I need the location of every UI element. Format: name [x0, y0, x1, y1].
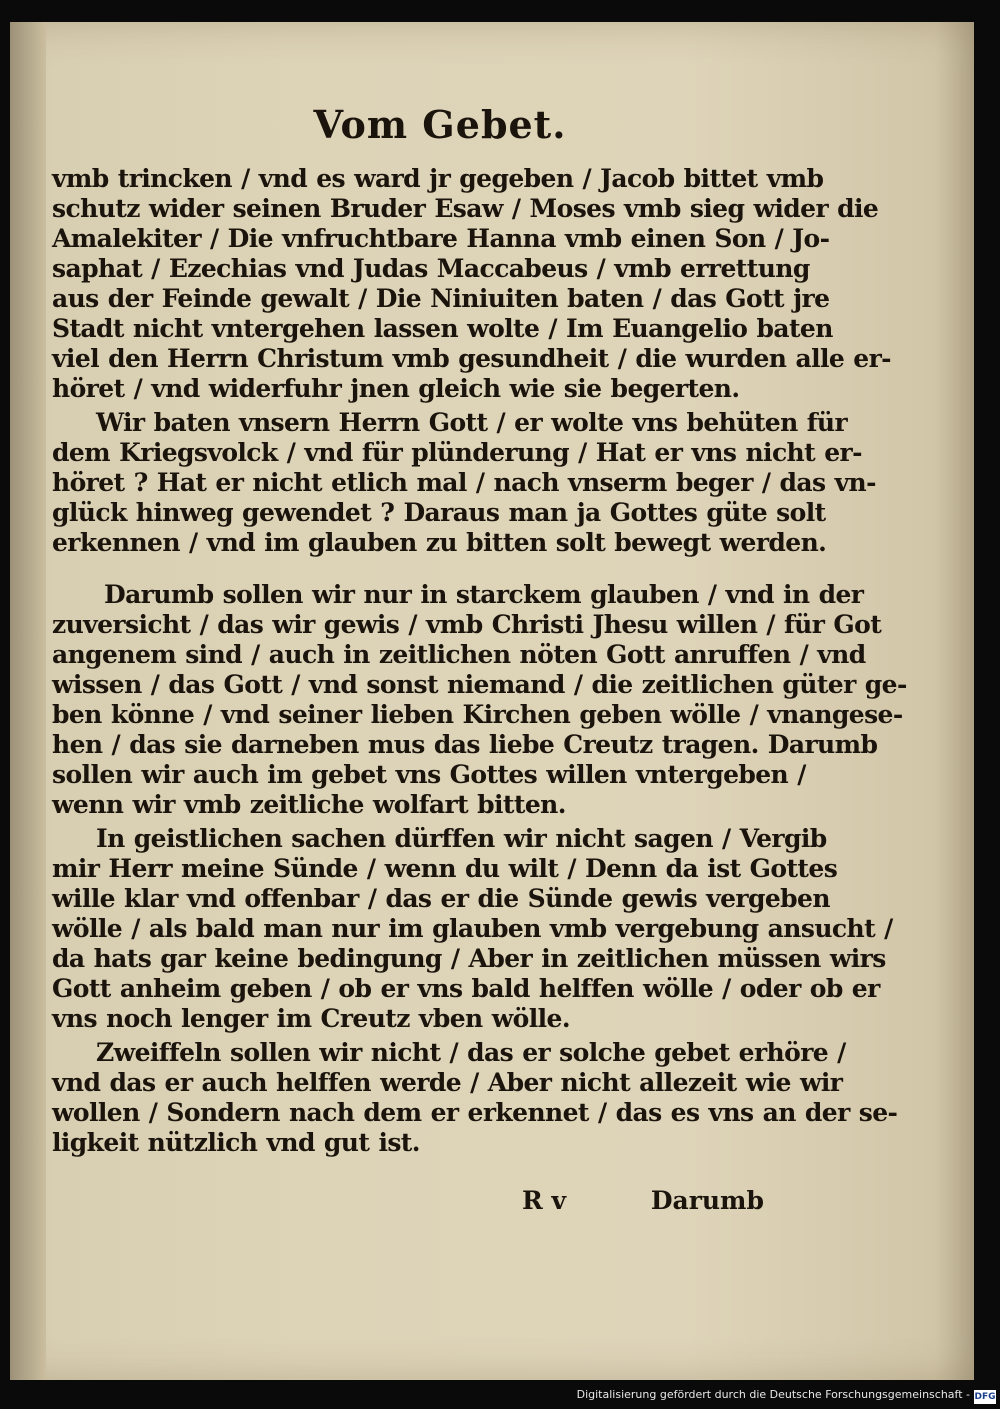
- text-line: Stadt nicht vntergehen lassen wolte / Im Euangelio baten: [52, 314, 833, 343]
- text-line: viel den Herrn Christum vmb gesundheit / die wurden alle er-: [52, 344, 891, 373]
- text-line: zuversicht / das wir gewis / vmb Christi Jhesu willen / für Got: [52, 610, 882, 639]
- text-block: [52, 164, 907, 1158]
- running-head: Vom Gebet.: [313, 102, 567, 147]
- text-line: Wir baten vnsern Herrn Gott / er wolte vns behüten für: [96, 408, 848, 437]
- book-page: [10, 22, 974, 1380]
- text-line: ligkeit nützlich vnd gut ist.: [52, 1128, 420, 1157]
- text-line: Gott anheim geben / ob er vns bald helffen wölle / oder ob er: [52, 974, 880, 1003]
- text-line: wollen / Sondern nach dem er erkennet / das es vns an der se-: [52, 1098, 898, 1127]
- text-line: wölle / als bald man nur im glauben vmb vergebung ansucht /: [52, 914, 893, 943]
- text-line: aus der Feinde gewalt / Die Niniuiten baten / das Gott jre: [52, 284, 830, 313]
- text-line: In geistlichen sachen dürffen wir nicht sagen / Vergib: [96, 824, 827, 853]
- text-line: mir Herr meine Sünde / wenn du wilt / Denn da ist Gottes: [52, 854, 838, 883]
- signature-mark: R v: [522, 1186, 567, 1215]
- text-line: sollen wir auch im gebet vns Gottes willen vntergeben /: [52, 760, 806, 789]
- text-line: höret / vnd widerfuhr jnen gleich wie sie begerten.: [52, 374, 740, 403]
- text-line: saphat / Ezechias vnd Judas Maccabeus / vmb errettung: [52, 254, 810, 283]
- text-line: höret ? Hat er nicht etlich mal / nach vnserm beger / das vn-: [52, 468, 876, 497]
- text-line: dem Kriegsvolck / vnd für plünderung / Hat er vns nicht er-: [52, 438, 862, 467]
- text-line: angenem sind / auch in zeitlichen nöten Gott anruffen / vnd: [52, 640, 866, 669]
- digitization-credit: Digitalisierung gefördert durch die Deutsche Forschungsgemeinschaft -: [576, 1388, 970, 1401]
- text-line: Zweiffeln sollen wir nicht / das er solche gebet erhöre /: [96, 1038, 846, 1067]
- text-line: Amalekiter / Die vnfruchtbare Hanna vmb einen Son / Jo-: [52, 224, 830, 253]
- page-footer: [52, 1186, 764, 1220]
- text-line: wenn wir vmb zeitliche wolfart bitten.: [52, 790, 566, 819]
- text-line: vnd das er auch helffen werde / Aber nicht allezeit wie wir: [52, 1068, 843, 1097]
- text-line: wissen / das Gott / vnd sonst niemand / die zeitlichen güter ge-: [52, 670, 907, 699]
- text-line: wille klar vnd offenbar / das er die Sünde gewis vergeben: [52, 884, 830, 913]
- text-line: ben könne / vnd seiner lieben Kirchen geben wölle / vnangese-: [52, 700, 903, 729]
- text-line: schutz wider seinen Bruder Esaw / Moses vmb sieg wider die: [52, 194, 879, 223]
- text-line: vmb trincken / vnd es ward jr gegeben / Jacob bittet vmb: [52, 164, 824, 193]
- text-line: da hats gar keine bedingung / Aber in zeitlichen müssen wirs: [52, 944, 886, 973]
- dfg-logo-icon: DFG: [974, 1392, 996, 1402]
- text-line: glück hinweg gewendet ? Daraus man ja Gottes güte solt: [52, 498, 826, 527]
- catchword: Darumb: [650, 1186, 764, 1215]
- text-line: Darumb sollen wir nur in starckem glauben / vnd in der: [104, 580, 864, 609]
- page-gutter: [10, 22, 46, 1380]
- text-line: erkennen / vnd im glauben zu bitten solt bewegt werden.: [52, 528, 827, 557]
- text-line: vns noch lenger im Creutz vben wölle.: [52, 1004, 570, 1033]
- text-line: hen / das sie darneben mus das liebe Creutz tragen. Darumb: [52, 730, 878, 759]
